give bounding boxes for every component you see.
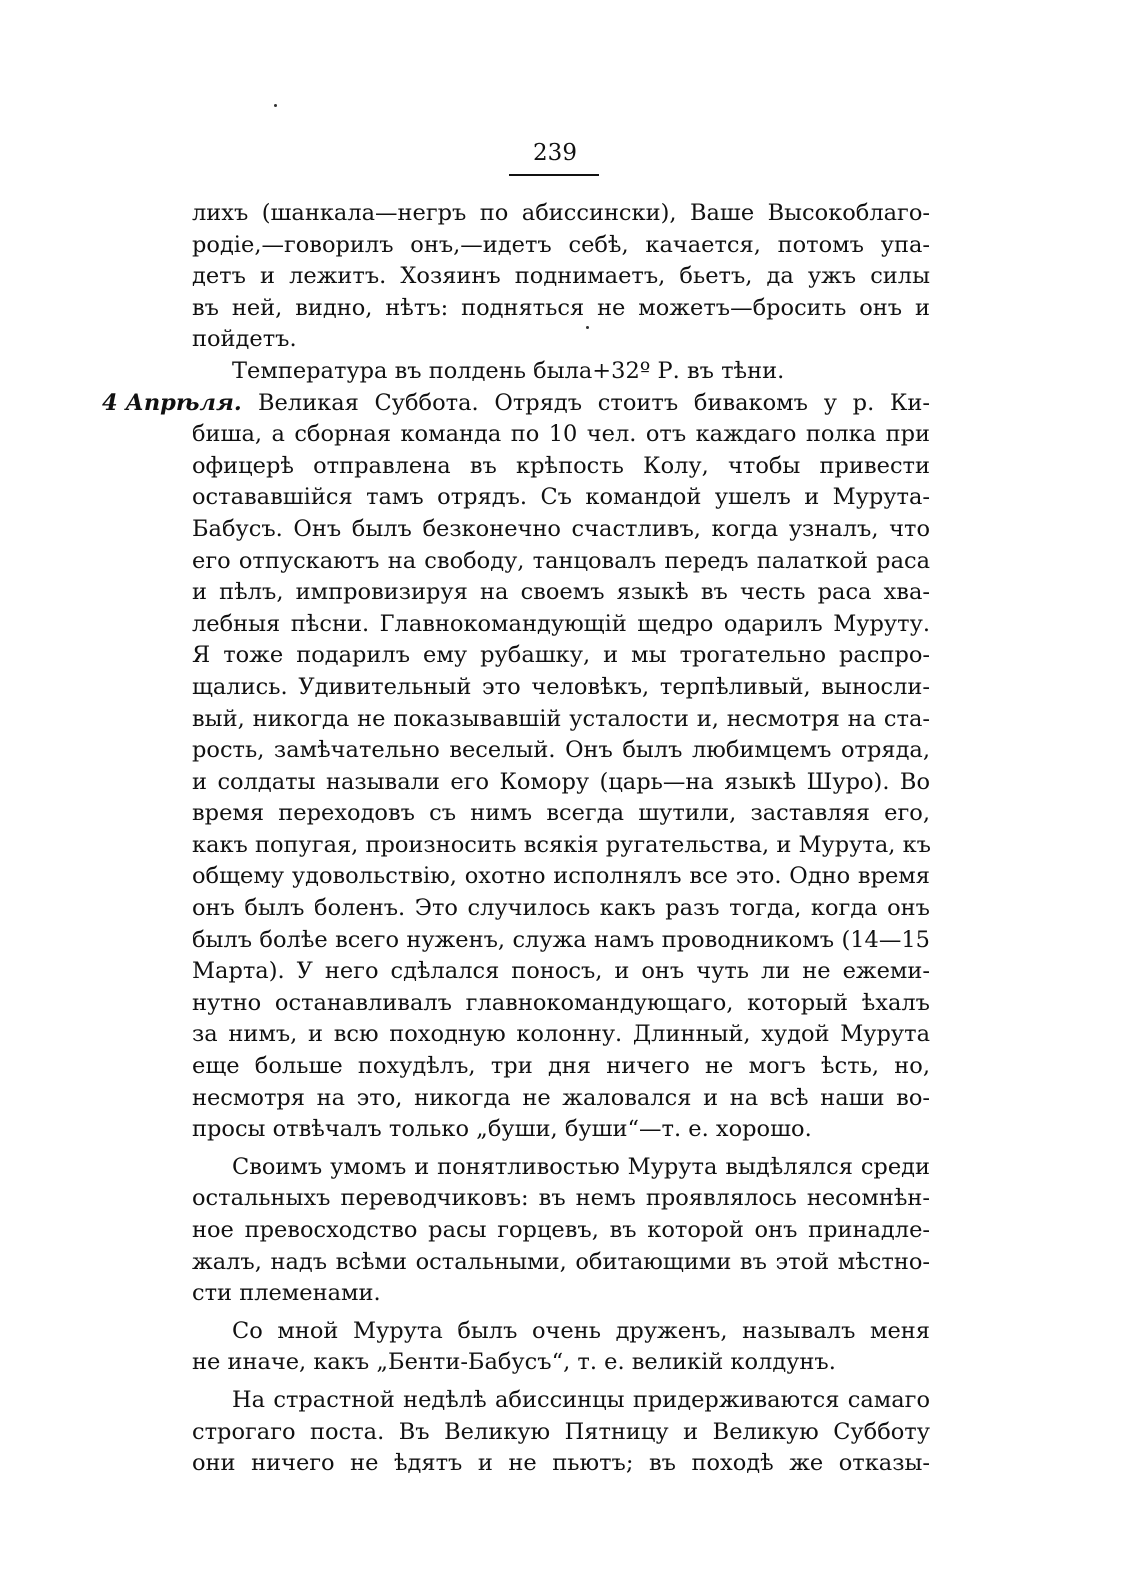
body-line: сти племенами. — [192, 1280, 381, 1307]
body-line: онъ былъ боленъ. Это случилось какъ разъ тогда, когда онъ — [192, 895, 930, 922]
body-line: вый, никогда не показывавшій усталости и, несмотря на ста- — [192, 705, 930, 732]
body-line: лихъ (шанкала—негръ по абиссински), Ваше Высокоблаго- — [192, 200, 930, 226]
body-line: биша, а сборная команда по 10 чел. отъ каждаго полка при — [192, 421, 930, 448]
body-line: еще больше похудѣлъ, три дня ничего не могъ ѣсть, но, — [192, 1053, 930, 1080]
body-line: и солдаты называли его Комору (царь—на языкѣ Шуро). Во — [192, 768, 930, 795]
scan-speck — [274, 104, 277, 107]
body-line: просы отвѣчалъ только „буши, буши“—т. е. хорошо. — [192, 1116, 812, 1143]
body-line: На страстной недѣлѣ абиссинцы придерживаются самаго — [232, 1386, 930, 1413]
body-line: Со мной Мурута былъ очень друженъ, называлъ меня — [232, 1317, 930, 1344]
body-line: Своимъ умомъ и понятливостью Мурута выдѣлялся среди — [232, 1153, 930, 1180]
body-line: рость, замѣчательно веселый. Онъ былъ любимцемъ отряда, — [192, 737, 930, 764]
body-line: Я тоже подарилъ ему рубашку, и мы трогательно распро- — [192, 642, 930, 669]
body-line: Бабусъ. Онъ былъ безконечно счастливъ, когда узналъ, что — [192, 515, 930, 542]
body-line: время переходовъ съ нимъ всегда шутили, заставляя его, — [192, 800, 930, 827]
body-line-text: Великая Суббота. Отрядъ стоитъ бивакомъ у р. Ки- — [258, 389, 930, 416]
body-line: Марта). У него сдѣлался поносъ, и онъ чуть ли не ежеми- — [192, 958, 930, 985]
body-line: несмотря на это, никогда не жаловался и на всѣ наши во- — [192, 1084, 930, 1111]
body-line: строгаго поста. Въ Великую Пятницу и Великую Субботу — [192, 1418, 930, 1445]
body-line: остальныхъ переводчиковъ: въ немъ проявлялось несомнѣн- — [192, 1185, 930, 1212]
page-body — [102, 198, 931, 1480]
body-line: былъ болѣе всего нуженъ, служа намъ проводникомъ (14—15 — [192, 926, 930, 953]
body-line: лебныя пѣсни. Главнокомандующій щедро одарилъ Муруту. — [192, 610, 930, 637]
body-line: нутно останавливалъ главнокомандующаго, который ѣхалъ — [192, 989, 930, 1016]
body-line: его отпускаютъ на свободу, танцовалъ передъ палаткой раса — [192, 547, 930, 574]
body-line: офицерѣ отправлена въ крѣпость Колу, чтобы привести — [192, 452, 930, 479]
dated-entry-line — [102, 388, 930, 420]
body-line: какъ попугая, произносить всякія ругательства, и Мурута, къ — [192, 831, 931, 858]
body-line: родіе,—говорилъ онъ,—идетъ себѣ, качается, потомъ упа- — [192, 231, 930, 258]
body-line: въ ней, видно, нѣтъ: подняться не можетъ—бросить онъ и — [192, 294, 930, 321]
body-line: жалъ, надъ всѣми остальными, обитающими въ этой мѣстно- — [192, 1248, 930, 1275]
body-line: они ничего не ѣдятъ и не пьютъ; въ походѣ же отказы- — [192, 1450, 930, 1477]
body-line: за нимъ, и всю походную колонну. Длинный, худой Мурута — [192, 1021, 930, 1048]
entry-date: 4 Апрѣля. — [102, 389, 242, 416]
page-number: 239 — [533, 140, 577, 166]
body-line: и пѣлъ, импровизируя на своемъ языкѣ въ честь раса хва- — [192, 579, 930, 606]
body-line: пойдетъ. — [192, 326, 297, 353]
page-number-underline — [509, 174, 599, 176]
body-line: общему удовольствію, охотно исполнялъ все это. Одно время — [192, 863, 930, 890]
body-line: Температура въ полдень была+32º Р. въ тѣни. — [232, 357, 785, 384]
body-line: ное превосходство расы горцевъ, въ которой онъ принадле- — [192, 1217, 930, 1243]
body-line: детъ и лежитъ. Хозяинъ поднимаетъ, бьетъ, да ужъ силы — [192, 263, 930, 290]
body-line: не иначе, какъ „Бенти-Бабусъ“, т. е. великій колдунъ. — [192, 1349, 836, 1376]
body-line: остававшійся тамъ отрядъ. Съ командой ушелъ и Мурута- — [192, 484, 930, 511]
body-line: щались. Удивительный это человѣкъ, терпѣливый, выносли- — [192, 673, 930, 700]
